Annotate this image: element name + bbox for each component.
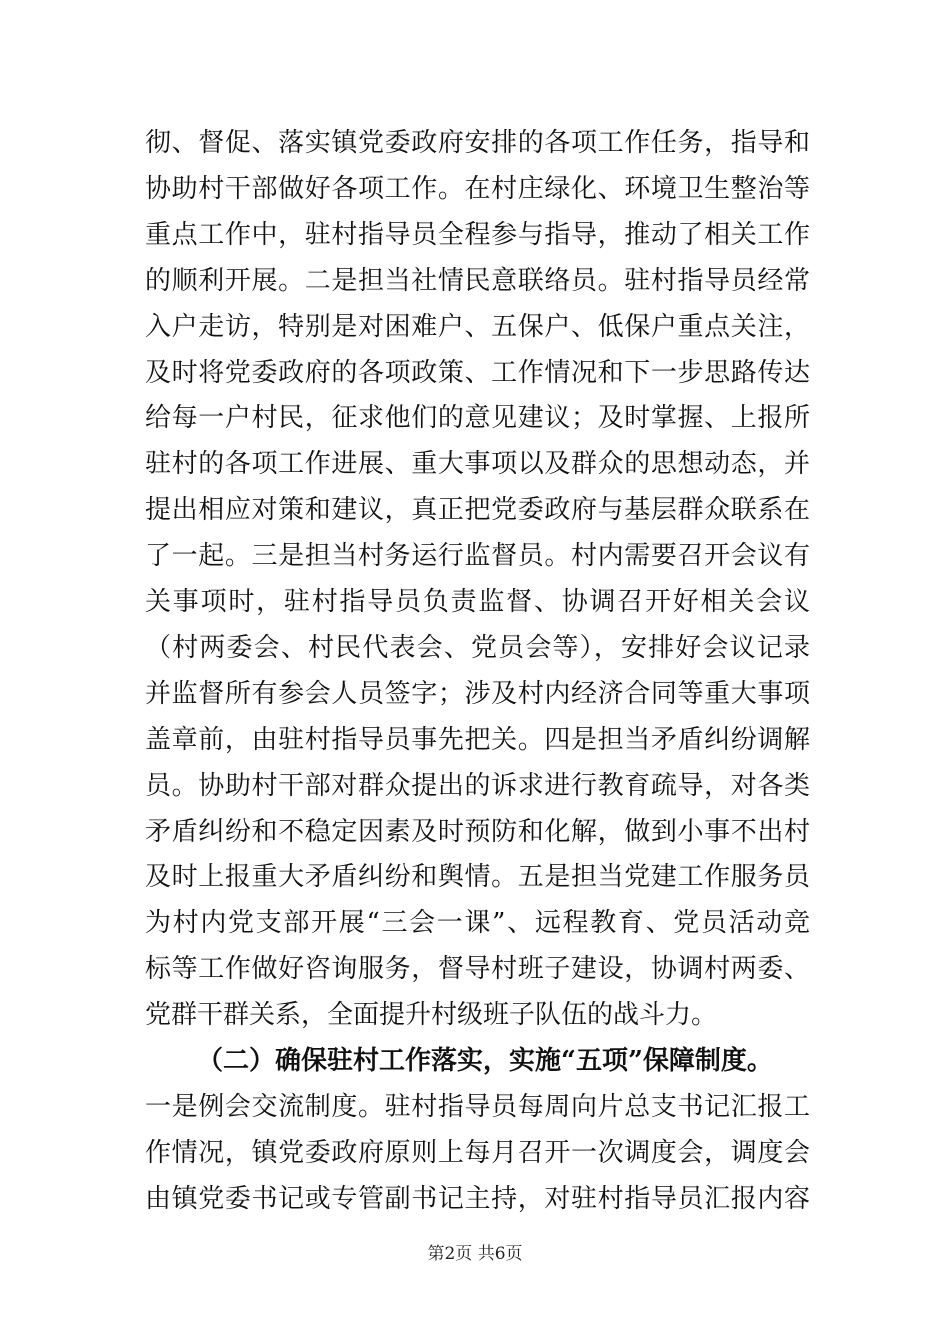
text-line: （二）确保驻村工作落实，实施“五项”保障制度。 <box>197 1046 773 1076</box>
text-line: 作情况，镇党委政府原则上每月召开一次调度会，调度会 <box>145 1138 810 1168</box>
text-line: 员。协助村干部对群众提出的诉求进行教育疏导，对各类 <box>145 771 810 801</box>
text-line: 并监督所有参会人员签字；涉及村内经济合同等重大事项 <box>145 679 810 709</box>
text-line: 盖章前，由驻村指导员事先把关。四是担当矛盾纠纷调解 <box>145 725 810 755</box>
text-line: 为村内党支部开展“三会一课”、远程教育、党员活动竞 <box>145 908 810 938</box>
text-line: 标等工作做好咨询服务，督导村班子建设，协调村两委、 <box>145 954 810 984</box>
text-line: 一是例会交流制度。驻村指导员每周向片总支书记汇报工 <box>145 1092 810 1122</box>
text-line: 党群干群关系，全面提升村级班子队伍的战斗力。 <box>145 1000 718 1030</box>
text-line: 及时将党委政府的各项政策、工作情况和下一步思路传达 <box>145 358 810 388</box>
text-line: 重点工作中，驻村指导员全程参与指导，推动了相关工作 <box>145 220 810 250</box>
text-line: 协助村干部做好各项工作。在村庄绿化、环境卫生整治等 <box>145 174 810 204</box>
text-line: 关事项时，驻村指导员负责监督、协调召开好相关会议 <box>145 587 810 617</box>
text-line: 由镇党委书记或专管副书记主持，对驻村指导员汇报内容 <box>145 1184 810 1214</box>
text-line: 入户走访，特别是对困难户、五保户、低保户重点关注， <box>145 312 810 342</box>
text-line: 彻、督促、落实镇党委政府安排的各项工作任务，指导和 <box>145 128 810 158</box>
text-line: 了一起。三是担当村务运行监督员。村内需要召开会议有 <box>145 541 810 571</box>
text-line: 的顺利开展。二是担当社情民意联络员。驻村指导员经常 <box>145 266 810 296</box>
page-number: 第2页 共6页 <box>427 1244 523 1264</box>
text-line: 矛盾纠纷和不稳定因素及时预防和化解，做到小事不出村 <box>145 817 810 847</box>
text-line: 提出相应对策和建议，真正把党委政府与基层群众联系在 <box>145 495 810 525</box>
text-line: 驻村的各项工作进展、重大事项以及群众的思想动态，并 <box>145 449 810 479</box>
text-line: （村两委会、村民代表会、党员会等），安排好会议记录 <box>145 633 810 663</box>
text-line: 及时上报重大矛盾纠纷和舆情。五是担当党建工作服务员 <box>145 862 810 892</box>
text-line: 给每一户村民，征求他们的意见建议；及时掌握、上报所 <box>145 403 810 433</box>
